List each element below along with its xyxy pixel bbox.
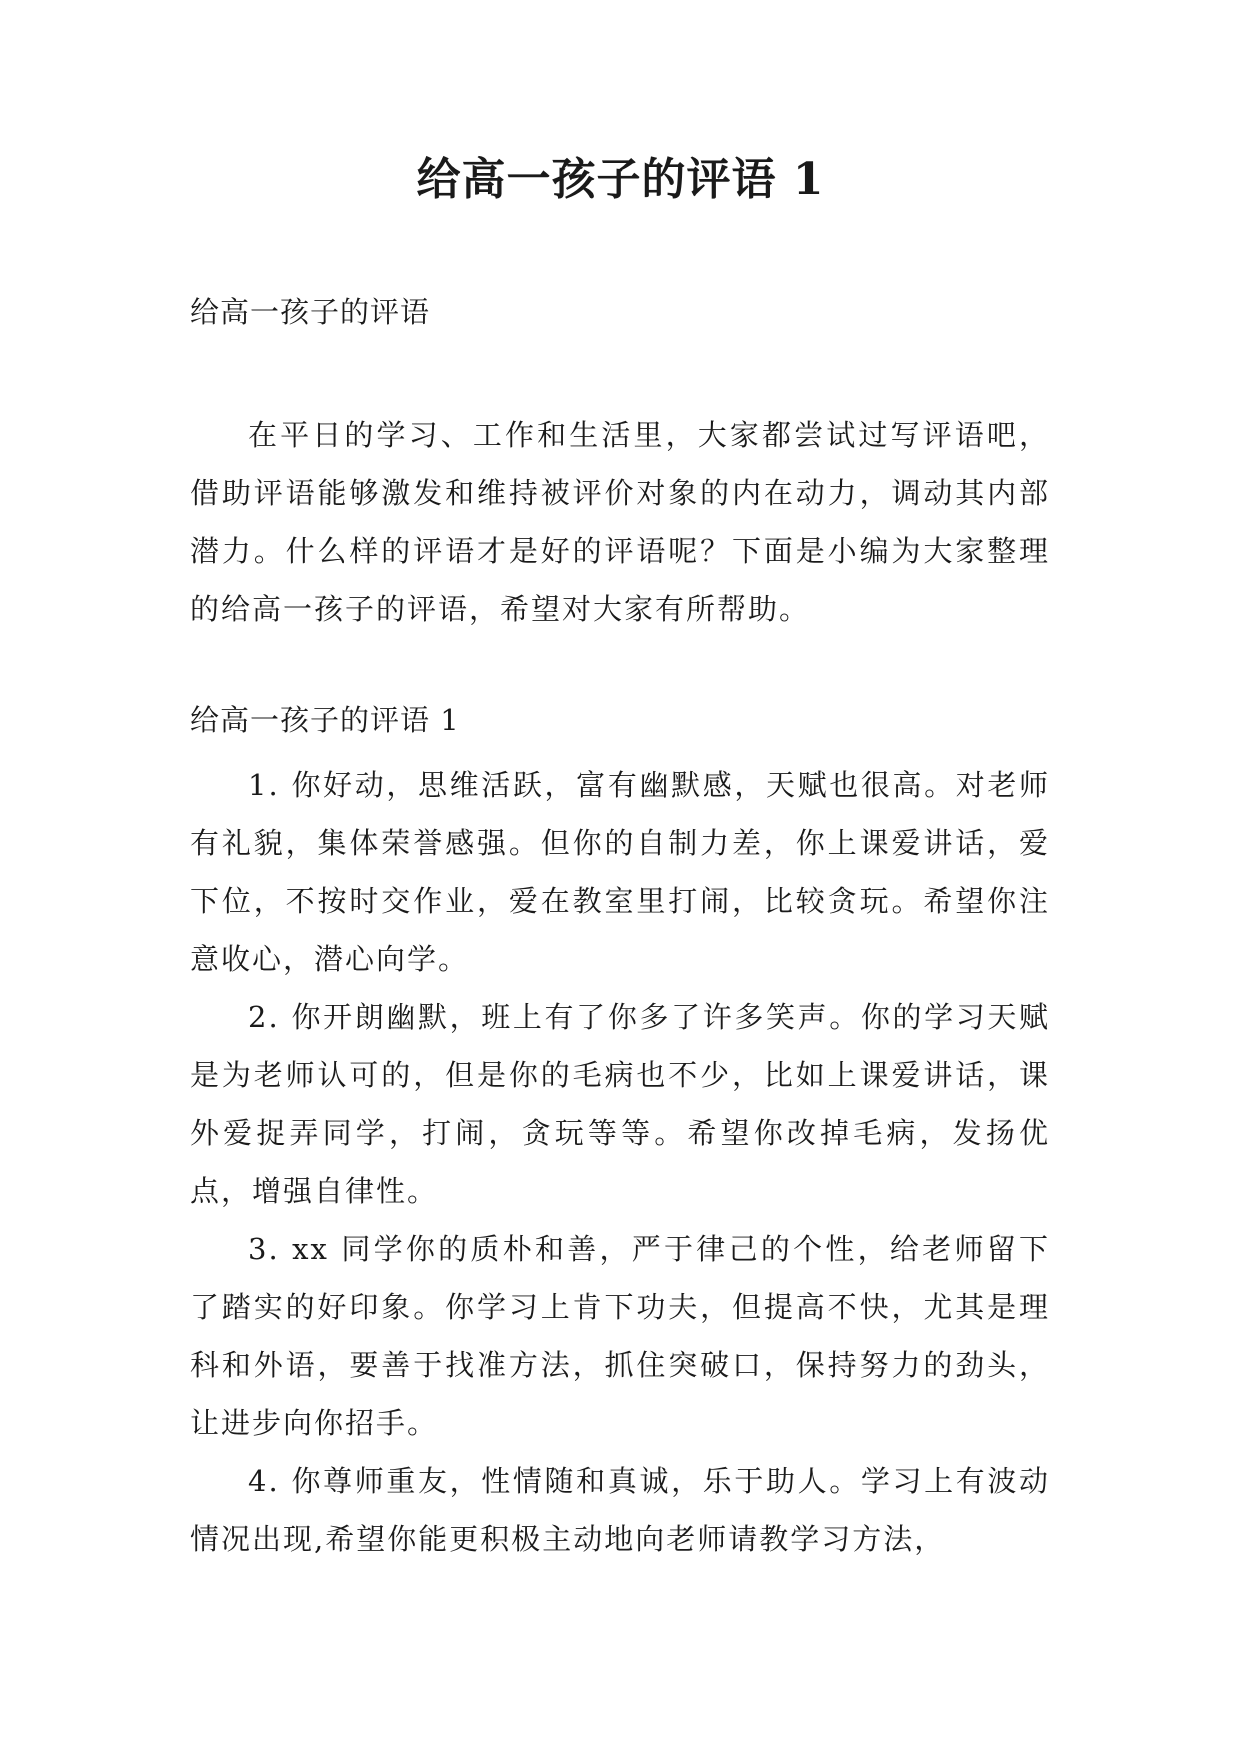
intro-paragraph: 在平日的学习、工作和生活里，大家都尝试过写评语吧，借助评语能够激发和维持被评价对象的内在动力，调动其内部潜力。什么样的评语才是好的评语呢？下面是小编为大家整理的给高一孩子的评语，希望对大家有所帮助。	[190, 418, 1050, 626]
comment-item-1: 1. 你好动，思维活跃，富有幽默感，天赋也很高。对老师有礼貌，集体荣誉感强。但你的自制力差，你上课爱讲话，爱下位，不按时交作业，爱在教室里打闹，比较贪玩。希望你注意收心，潜心向学。	[190, 768, 1050, 976]
comment-item-3: 3. xx 同学你的质朴和善，严于律己的个性，给老师留下了踏实的好印象。你学习上肯下功夫，但提高不快，尤其是理科和外语，要善于找准方法，抓住突破口，保持努力的劲头，让进步向你招手。	[190, 1232, 1050, 1440]
comment-list	[190, 756, 1050, 1568]
comment-item-4: 4. 你尊师重友，性情随和真诚，乐于助人。学习上有波动情况出现,希望你能更积极主动地向老师请教学习方法，	[190, 1464, 1050, 1556]
section-heading: 给高一孩子的评语 1	[190, 703, 460, 737]
page-title: 给高一孩子的评语 1	[416, 154, 825, 205]
document-subtitle: 给高一孩子的评语	[190, 295, 431, 329]
comment-item-2: 2. 你开朗幽默，班上有了你多了许多笑声。你的学习天赋是为老师认可的，但是你的毛病也不少，比如上课爱讲话，课外爱捉弄同学，打闹，贪玩等等。希望你改掉毛病，发扬优点，增强自律性。	[190, 1000, 1050, 1208]
